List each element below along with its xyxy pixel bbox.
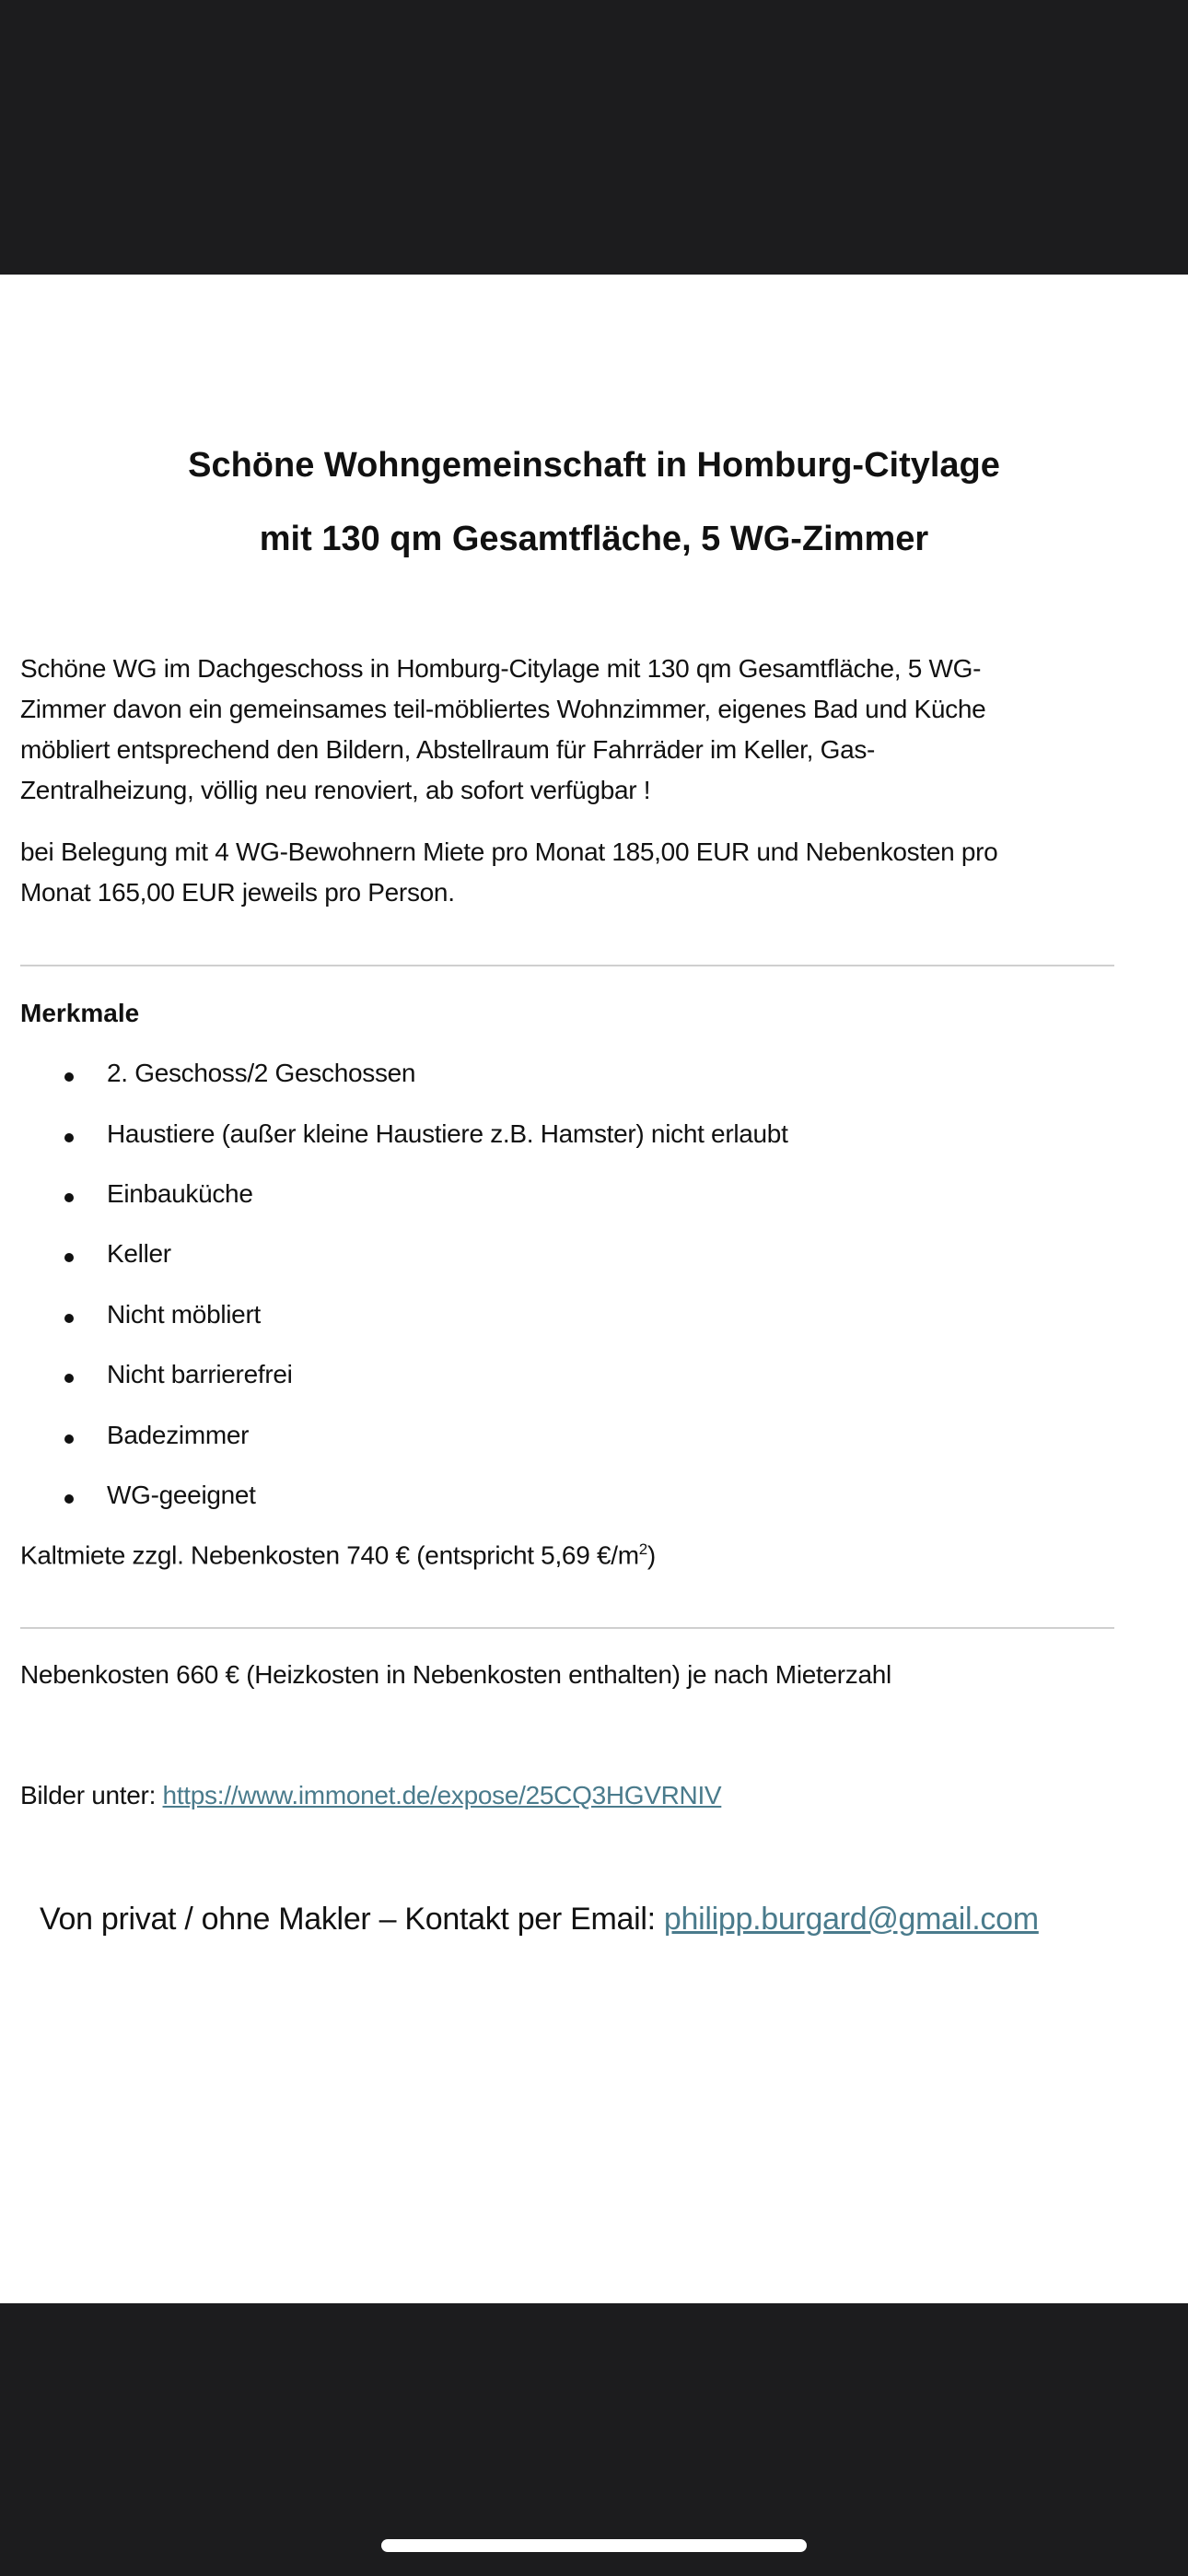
text-line: Zimmer davon ein gemeinsames teil-möbliertes Wohnzimmer, eigenes Bad und Küche	[20, 695, 986, 723]
pictures-line	[20, 1781, 721, 1810]
divider	[20, 1627, 1114, 1629]
bullet-icon	[64, 1253, 74, 1262]
bullet-icon	[64, 1072, 74, 1082]
text-line: möbliert entsprechend den Bildern, Abstellraum für Fahrräder im Keller, Gas-	[20, 735, 876, 764]
contact-label: Von privat / ohne Makler – Kontakt per Email:	[40, 1902, 664, 1937]
email-link[interactable]: philipp.burgard@gmail.com	[663, 1902, 1039, 1937]
text-line: Zentralheizung, völlig neu renoviert, ab sofort verfügbar !	[20, 776, 651, 804]
bullet-icon	[64, 1193, 74, 1202]
pictures-label: Bilder unter:	[20, 1781, 163, 1809]
rent-superscript: 2	[638, 1540, 647, 1558]
bullet-icon	[64, 1314, 74, 1323]
rent-close: )	[646, 1540, 656, 1570]
features-heading: Merkmale	[20, 999, 140, 1027]
rent-text: Kaltmiete zzgl. Nebenkosten 740 € (entspricht 5,69 €/m	[20, 1540, 639, 1570]
list-item: Badezimmer	[107, 1421, 250, 1449]
bottom-bar	[0, 2303, 1188, 2576]
text-line: Schöne WG im Dachgeschoss in Homburg-Citylage mit 130 qm Gesamtfläche, 5 WG-	[20, 654, 982, 683]
list-item: Einbauküche	[107, 1179, 253, 1208]
list-item: Nicht möbliert	[107, 1300, 261, 1329]
bullet-icon	[64, 1374, 74, 1383]
bullet-icon	[64, 1494, 74, 1504]
list-item: WG-geeignet	[107, 1481, 256, 1509]
text-line: bei Belegung mit 4 WG-Bewohnern Miete pro Monat 185,00 EUR und Nebenkosten pro	[20, 837, 998, 866]
contact-line	[40, 1902, 1039, 1938]
bullet-icon	[64, 1133, 74, 1142]
page-title-line2: mit 130 qm Gesamtfläche, 5 WG-Zimmer	[259, 520, 929, 558]
top-bar	[0, 0, 1188, 275]
page-title-line1: Schöne Wohngemeinschaft in Homburg-Citylage	[188, 446, 1000, 485]
home-indicator[interactable]	[381, 2539, 807, 2552]
text-line: Monat 165,00 EUR jeweils pro Person.	[20, 878, 455, 907]
divider	[20, 965, 1114, 966]
list-item: Haustiere (außer kleine Haustiere z.B. Hamster) nicht erlaubt	[107, 1119, 788, 1148]
list-item: Keller	[107, 1239, 171, 1268]
utilities-info: Nebenkosten 660 € (Heizkosten in Nebenkosten enthalten) je nach Mieterzahl	[20, 1660, 891, 1689]
list-item: 2. Geschoss/2 Geschossen	[107, 1059, 416, 1087]
rent-info	[20, 1540, 656, 1570]
bullet-icon	[64, 1434, 74, 1444]
pictures-link[interactable]: https://www.immonet.de/expose/25CQ3HGVRNIV	[162, 1781, 722, 1809]
list-item: Nicht barrierefrei	[107, 1360, 293, 1388]
